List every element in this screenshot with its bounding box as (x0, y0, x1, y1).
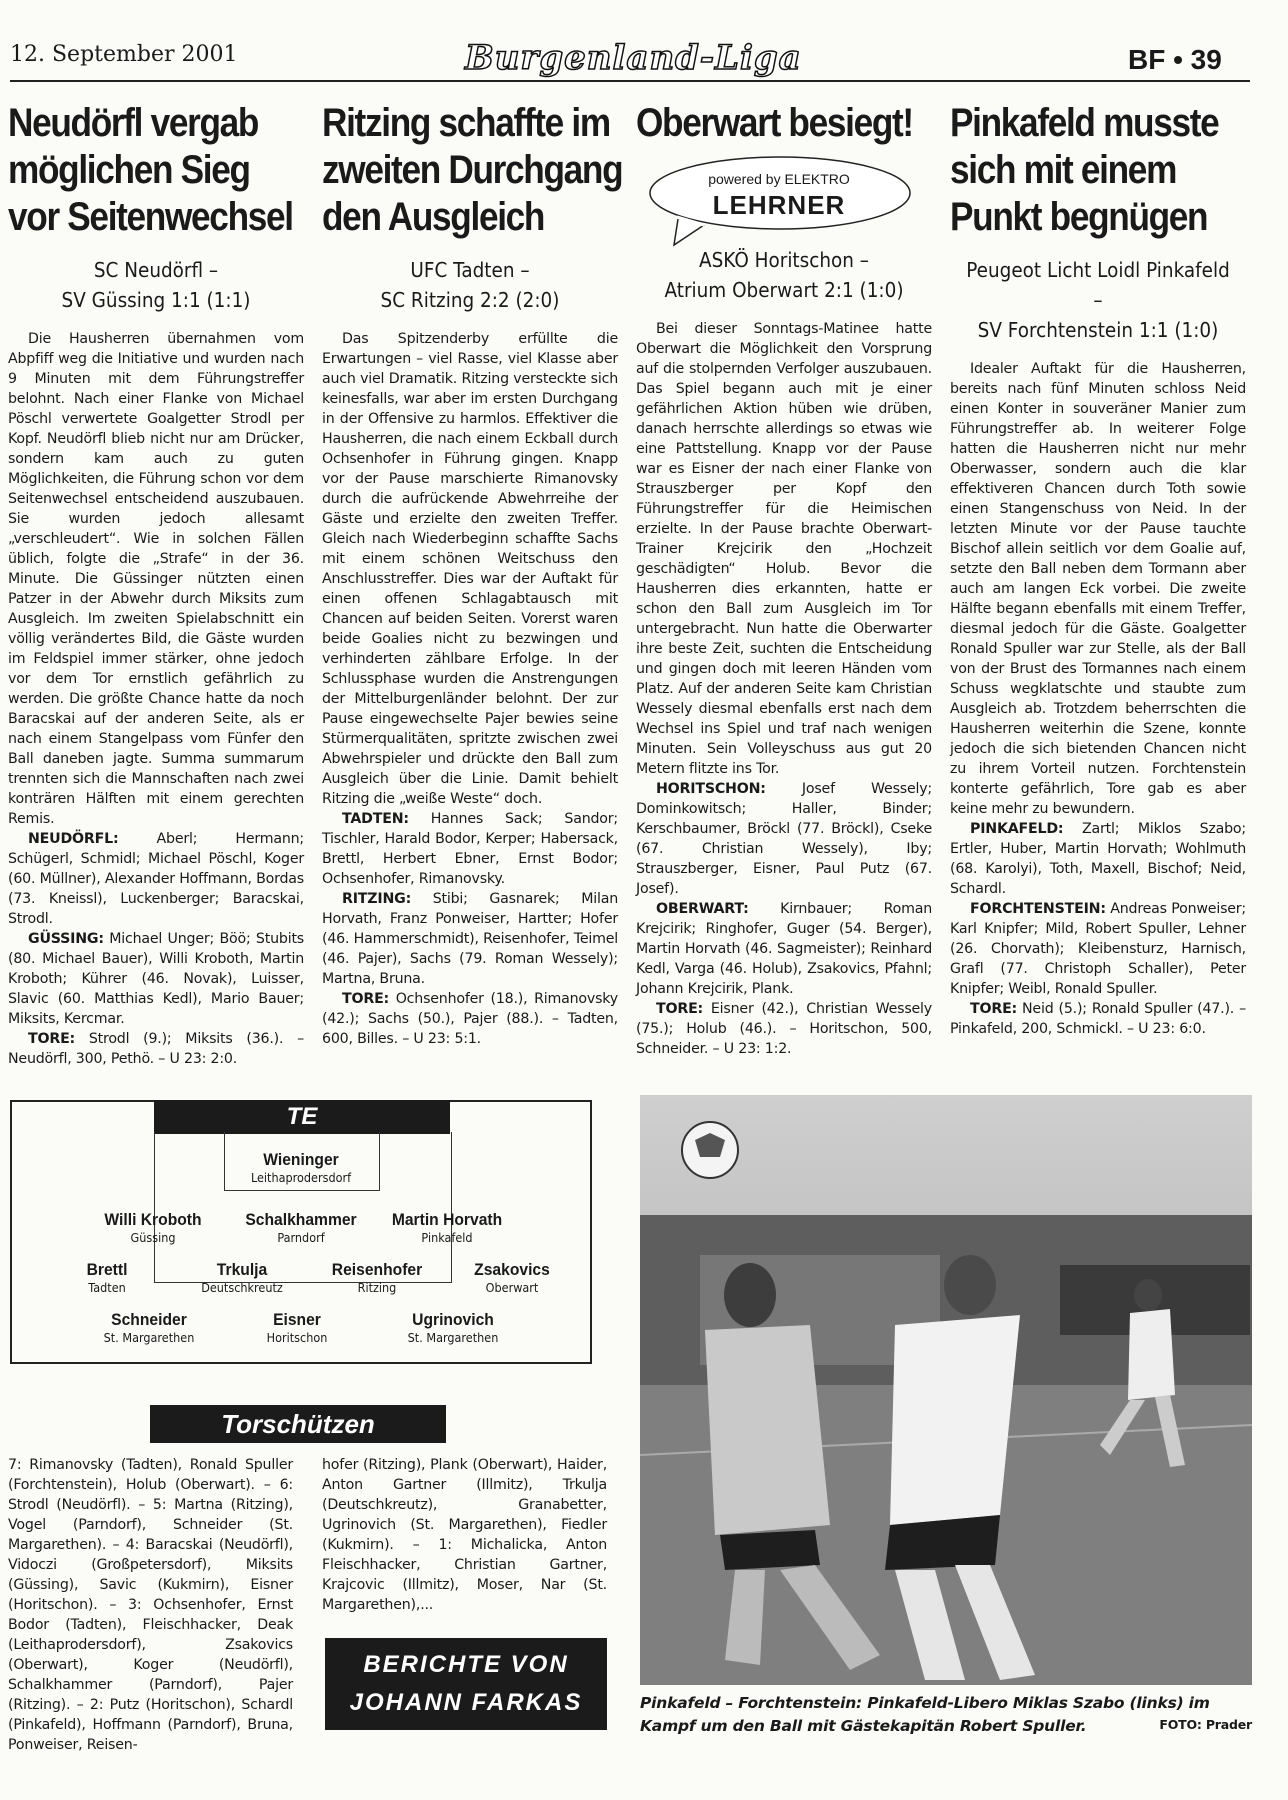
reporter-box: BERICHTE VON JOHANN FARKAS (325, 1638, 607, 1730)
photo-credit: FOTO: Prader (1159, 1717, 1252, 1732)
scorers-list-continued: hofer (Ritzing), Plank (Oberwart), Haider, Anton Gartner (Illmitz), Trkulja (Deutschkreutz), Granabetter, Ugrinovich (St. Margarethen), Fiedler (Kukmirn). – 1: Michalicka, Anton Fleischhacker, Christian Gartner, Krajcovic (Illmitz), Moser, Nar (St. Margarethen),... (322, 1457, 607, 1613)
headline: Neudörfl vergab möglichen Sieg vor Seitenwechsel (8, 101, 293, 239)
match-result: SC Neudörfl – SV Güssing 1:1 (1:1) (61, 258, 251, 312)
page-number: BF • 39 (1128, 44, 1222, 75)
lineup-home: TADTEN: Hannes Sack; Sandor; Tischler, Harald Bodor, Kerper; Habersack, Brettl, Herbert Ebner, Ernst Bodor; Ochsenhofer, Rimanovsky. (322, 811, 618, 887)
match-result: ASKÖ Horitschon – Atrium Oberwart 2:1 (1:0) (664, 248, 904, 302)
player: Eisner Horitschon (266, 1310, 328, 1345)
player: Schneider St. Margarethen (103, 1310, 195, 1345)
header-rule (10, 80, 1250, 82)
lineup-away: GÜSSING: Michael Unger; Böö; Stubits (80. Michael Bauer), Willi Kroboth, Martin Kroboth; Kührer (46. Novak), Luisser, Slavic (60. Matthias Kedl), Mario Bauer; Miksits, Kercmar. (8, 931, 304, 1027)
player: Zsakovics Oberwart (474, 1260, 550, 1295)
article-body: Die Hausherren übernahmen vom Abpfiff weg die Initiative und wurden nach 9 Minuten mit dem Führungstreffer belohnt. Nach einer Flanke von Michael Pöschl verwertete Goalgetter Strodl per Kopf. Neudörfl blieb nicht nur am Drücker, sondern kam auch zu guten Möglichkeiten, die Führung schon vor dem Seitenwechsel entscheidend auszubauen. Sie wurden jedoch allesamt „verschleudert“. Wie in solchen Fällen üblich, folgte die „Strafe“ in der 36. Minute. Die Güssinger nützten einen Patzer in der Abwehr durch Miksits zum Ausgleich. Im zweiten Spielabschnitt ein völlig verändertes Bild, die Gäste wurden im Feldspiel immer stärker, ohne jedoch vor dem Tor ernstlich gefährlich zu werden. Die größte Chance hatte da noch Baracskai auf der anderen Seite, als er nach einem Stangelpass vom Fünfer den Ball daneben jagte. Summa summarum trennten sich die Mannschaften nach zwei konträren Hälften mit einem gerechten Remis. NEUDÖRFL: Aberl; Hermann; Schügerl, Schmidl; Michael Pöschl, Koger (60. Müllner), Alexander Hoffmann, Bordas (73. Kneissl), Luckenberger; Baracskai, Strodl. GÜSSING: Michael Unger; Böö; Stubits (80. Michael Bauer), Willi Kroboth, Martin Kroboth; Kührer (46. Novak), Luisser, Slavic (60. Matthias Kedl), Mario Bauer; Miksits, Kercmar. TORE: Strodl (9.); Miksits (36.). – Neudörfl, 300, Pethö. – U 23: 2:0. (8, 331, 305, 1067)
match-result: Peugeot Licht Loidl Pinkafeld – SV Forchtenstein 1:1 (1:0) (966, 258, 1230, 342)
goals: TORE: Strodl (9.); Miksits (36.). – Neudörfl, 300, Pethö. – U 23: 2:0. (8, 1031, 304, 1067)
goals: TORE: Ochsenhofer (18.), Rimanovsky (42.); Sachs (50.), Pajer (88.). – Tadten, 600, Billes. – U 23: 5:1. (322, 991, 619, 1047)
lineup-away: RITZING: Stibi; Gasnarek; Milan Horvath, Franz Ponweiser, Hartter; Hofer (46. Hammerschmidt), Reisenhofer, Teimel (46. Pajer), Sachs (79. Roman Wessely); Martna, Bruna. (322, 891, 619, 987)
headline: Pinkafeld musste sich mit einem Punkt begnügen (950, 101, 1219, 239)
scorers-list: 7: Rimanovsky (Tadten), Ronald Spuller (Forchtenstein), Holub (Oberwart). – 6: Strodl (Neudörfl). – 5: Martna (Ritzing), Vogel (Parndorf), Schneider (St. Margarethen). – 4: Baracskai (Neudörfl), Vidoczi (Großpetersdorf), Miksits (Güssing), Savic (Kukmirn), Eisner (Horitschon). – 3: Ochsenhofer, Ernst Bodor (Tadten), Fleischhacker, Deak (Leithaprodersdorf), Zsakovics (Oberwart), Koger (Neudörfl), Schalkhammer (Parndorf), Pajer (Ritzing). – 2: Putz (Horitschon), Schardl (Pinkafeld), Hoffmann (Parndorf), Bruna, Ponweiser, Reisen- (8, 1457, 293, 1753)
lineup-away: OBERWART: Kirnbauer; Roman Krejcirik; Ringhofer, Guger (54. Berger), Martin Horvath (46. Sagmeister); Reinhard Kedl, Varga (46. Holub), Zsakovics, Pfahnl; Johann Krejcirik, Plank. (636, 901, 932, 997)
lineup-home: NEUDÖRFL: Aberl; Hermann; Schügerl, Schmidl; Michael Pöschl, Koger (60. Müllner), Alexander Hoffmann, Bordas (73. Kneissl), Luckenberger; Baracskai, Strodl. (8, 831, 305, 927)
headline: Oberwart besiegt! (636, 101, 913, 145)
goals: TORE: Eisner (42.), Christian Wessely (75.); Holub (46.). – Horitschon, 500, Schneider. – U 23: 1:2. (636, 1001, 932, 1057)
team-of-week (10, 1100, 592, 1364)
player-goalkeeper: Wieninger Leithaprodersdorf (250, 1150, 352, 1185)
article-pinkafeld (950, 100, 1246, 1039)
lineup-away: FORCHTENSTEIN: Andreas Ponweiser; Karl Knipfer; Mild, Robert Spuller, Lehner (26. Chorvath); Kleibensturz, Harnisch, Grafl (77. Christoph Schaller), Peter Knipfer; Weibl, Ronald Spuller. (950, 901, 1246, 997)
sponsor-bubble: powered by ELEKTRO LEHRNER (644, 153, 914, 241)
headline: Ritzing schaffte im zweiten Durchgang den Ausgleich (322, 101, 623, 239)
player: Martin Horvath Pinkafeld (391, 1210, 503, 1245)
article-oberwart (636, 100, 932, 1059)
scorers-title: Torschützen (150, 1405, 446, 1443)
lineup-home: HORITSCHON: Josef Wessely; Dominkowitsch; Haller, Binder; Kerschbaumer, Bröckl (77. Bröckl), Cseke (67. Christian Wessely), Iby; Strauszberger, Eisner, Paul Putz (67. Josef). (636, 781, 933, 897)
player: Reisenhofer Ritzing (331, 1260, 423, 1295)
goals: TORE: Neid (5.); Ronald Spuller (47.). – Pinkafeld, 200, Schmickl. – U 23: 6:0. (950, 1001, 1246, 1037)
player: Brettl Tadten (86, 1260, 128, 1295)
article-body: Das Spitzenderby erfüllte die Erwartungen – viel Rasse, viel Klasse aber auch viel Dramatik. Ritzing versteckte sich keinesfalls, war aber im ersten Durchgang in der Offensive zu harmlos. Effektiver die Hausherren, die nach einem Eckball durch Ochsenhofer in Führung gingen. Knapp vor der Pause marschierte Rimanovsky durch die aufrückende Abwehrreihe der Gäste und erzielte den zweiten Treffer. Gleich nach Wiederbeginn schaffte Sachs mit einem schönen Weitschuss den Anschlusstreffer. Dies war der Auftakt für einen offenen Schlagabtausch mit Chancen auf beiden Seiten. Vorerst waren beide Goalies nicht zu bezwingen und verhinderten zählbare Erfolge. In der Schlussphase wurden die Anstrengungen der Mittelburgenländer belohnt. Der zur Pause eingewechselte Pajer bewies seine Stürmerqualitäten, spritzte zwischen zwei Abwehrspieler und drückte den Ball zum Ausgleich über die Linie. Damit behielt Ritzing die „weiße Weste“ doch. TADTEN: Hannes Sack; Sandor; Tischler, Harald Bodor, Kerper; Habersack, Brettl, Herbert Ebner, Ernst Bodor; Ochsenhofer, Rimanovsky. RITZING: Stibi; Gasnarek; Milan Horvath, Franz Ponweiser, Hartter; Hofer (46. Hammerschmidt), Reisenhofer, Teimel (46. Pajer), Sachs (79. Roman Wessely); Martna, Bruna. TORE: Ochsenhofer (18.), Rimanovsky (42.); Sachs (50.), Pajer (88.). – Tadten, 600, Billes. – U 23: 5:1. (322, 331, 619, 1047)
issue-date: 12. September 2001 (10, 42, 238, 67)
player: Ugrinovich St. Margarethen (407, 1310, 499, 1345)
football-photo-image (640, 1095, 1252, 1685)
player: Willi Kroboth Güssing (104, 1210, 202, 1245)
article-ritzing (322, 100, 623, 1049)
player: Trkulja Deutschkreutz (201, 1260, 283, 1295)
article-body: Idealer Auftakt für die Hausherren, bereits nach fünf Minuten schloss Neid einen Konter in souveräner Manier zum Führungstreffer ab. In weiterer Folge hatten die Hausherren nicht nur mehr Oberwasser, sondern auch die klar effektiveren Chancen durch Toth sowie einen Stangenschuss von Neid. In der letzten Minute vor der Pause tauchte Bischof allein seitlich vor dem Goalie auf, setzte den Ball neben dem Tormann aber auch am langen Eck vorbei. Die zweite Hälfte begann ebenfalls mit einem Treffer, diesmal jedoch für die Gäste. Goalgetter Ronald Spuller war zur Stelle, als der Ball von der Brust des Tormannes nach einem Schuss wegklatschte und staubte zum Ausgleich ab. Trotzdem beherrschten die Hausherren weiterhin die Szene, konnte jedoch die sich bietenden Chancen nicht zu ihrem Vorteil nutzen. Forchtenstein konterte gefährlich, Tore gab es aber keine mehr zu bewundern. PINKAFELD: Zartl; Miklos Szabo; Ertler, Huber, Martin Horvath; Wohlmuth (68. Karolyi), Toth, Maxell, Bischof; Neid, Schardl. FORCHTENSTEIN: Andreas Ponweiser; Karl Knipfer; Mild, Robert Spuller, Lehner (26. Chorvath); Kleibensturz, Harnisch, Grafl (77. Christoph Schaller), Peter Knipfer; Weibl, Ronald Spuller. TORE: Neid (5.); Ronald Spuller (47.). – Pinkafeld, 200, Schmickl. – U 23: 6:0. (950, 361, 1246, 1037)
lineup-home: PINKAFELD: Zartl; Miklos Szabo; Ertler, Huber, Martin Horvath; Wohlmuth (68. Karolyi), Toth, Maxell, Bischof; Neid, Schardl. (950, 821, 1246, 897)
photo-caption: Pinkafeld – Forchtenstein: Pinkafeld-Libero Miklas Szabo (links) im Kampf um den Ball mit Gästekapitän Robert Spuller. FOTO: Prader (640, 1694, 1252, 1735)
team-of-week-title: TE (154, 1100, 450, 1134)
article-body: Bei dieser Sonntags-Matinee hatte Oberwart die Möglichkeit den Vorsprung auf die stolpernden Verfolger auszubauen. Das Spiel begann auch mit je einer gefährlichen Aktion hüben wie drüben, danach herrschte allerdings so etwas wie eine Pattstellung. Knapp vor der Pause war es Eisner der nach einer Flanke von Strauszberger per Kopf den Führungstreffer für die Heimischen erzielte. In der Pause brachte Oberwart-Trainer Krejcirik den „Hochzeit geschädigten“ Holub. Bevor die Hausherren dies erkannten, hatte er schon den Ball zum Ausgleich im Tor untergebracht. Nun hatte die Oberwarter ihre beste Zeit, suchten die Entscheidung und gingen doch mit leeren Händen vom Platz. Auf der anderen Seite kam Christian Wessely diesmal ebenfalls erst nach dem Wechsel ins Spiel und traf nach wenigen Minuten. Sein Volleyschuss aus gut 20 Metern flitzte ins Tor. HORITSCHON: Josef Wessely; Dominkowitsch; Haller, Binder; Kerschbaumer, Bröckl (77. Bröckl), Cseke (67. Christian Wessely), Iby; Strauszberger, Eisner, Paul Putz (67. Josef). OBERWART: Kirnbauer; Roman Krejcirik; Ringhofer, Guger (54. Berger), Martin Horvath (46. Sagmeister); Reinhard Kedl, Varga (46. Holub), Zsakovics, Pfahnl; Johann Krejcirik, Plank. TORE: Eisner (42.), Christian Wessely (75.); Holub (46.). – Horitschon, 500, Schneider. – U 23: 1:2. (636, 321, 933, 1057)
article-neudoerfl (8, 100, 304, 1069)
player: Schalkhammer Parndorf (245, 1210, 357, 1245)
match-result: UFC Tadten – SC Ritzing 2:2 (2:0) (380, 258, 560, 312)
league-title: Burgenland-Liga (465, 38, 802, 78)
match-photo (640, 1095, 1252, 1685)
